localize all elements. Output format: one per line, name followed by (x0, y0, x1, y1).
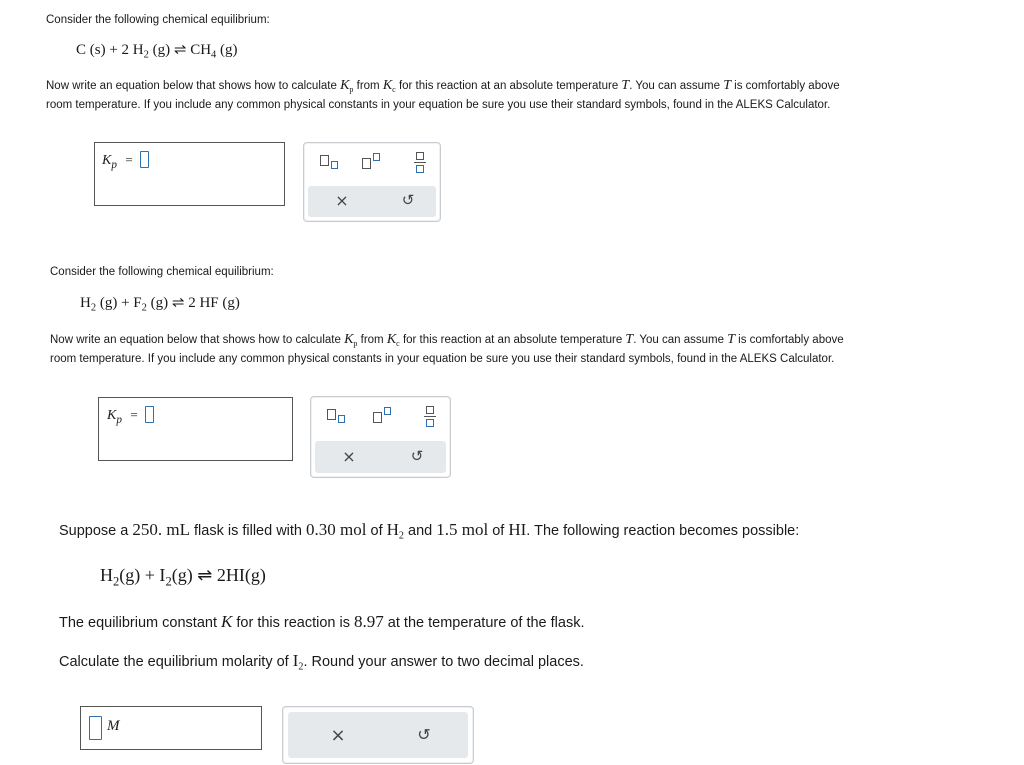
q2-undo-button[interactable]: ↺ (410, 447, 424, 465)
q3-toolbar (282, 706, 474, 764)
q2-intro: Consider the following chemical equilibrium: (50, 266, 274, 278)
fraction-button[interactable] (414, 152, 426, 174)
superscript-button[interactable] (373, 407, 395, 423)
q3-answer-box[interactable] (80, 706, 262, 750)
q1-intro: Consider the following chemical equilibrium: (46, 14, 270, 26)
q3-scenario: Suppose a 250. mL flask is filled with 0.30 mol of $H_2$ and 1.5 mol of HI. The following reaction becomes possible: (59, 520, 800, 542)
q2-answer-box[interactable] (98, 397, 293, 461)
q1-undo-button[interactable]: ↺ (401, 191, 415, 209)
q2-equation: $H_2$ $(g) + F_2$ (g) ⇌ 2 HF (g) (80, 295, 240, 314)
q3-clear-button[interactable]: × (330, 725, 346, 746)
subscript-button[interactable] (327, 409, 349, 425)
q3-unit-label: M (107, 718, 120, 734)
subscript-button[interactable] (320, 155, 342, 171)
superscript-button[interactable] (362, 153, 384, 169)
q1-clear-button[interactable]: × (335, 191, 349, 210)
q1-equation: C (s) + 2 $H_2$ (g) ⇌ $CH_4$ (g) (76, 42, 238, 61)
q3-equilibrium-constant: The equilibrium constant K for this reaction is 8.97 at the temperature of the flask. (59, 612, 585, 631)
q1-answer-expression: $K_p$ = (102, 151, 149, 169)
q2-answer-input[interactable] (145, 406, 154, 423)
q3-equation: $H_2(g) + I_2(g)$ ⇌ 2HI(g) (100, 565, 266, 589)
q1-instructions: Now write an equation below that shows how to calculate $K_p$ from $K_c$ for this reaction at an absolute temperature T. You can assume T is comfortably above room temperature. If you include any common physical constants in your equation be sure you use their standard symbols, found in the ALEKS Calculator. (46, 78, 840, 111)
fraction-button[interactable] (424, 406, 436, 428)
q1-toolbar-actions (308, 186, 436, 217)
q1-answer-box[interactable] (94, 142, 285, 206)
q2-toolbar-actions (315, 441, 446, 473)
q3-calculate-prompt: Calculate the equilibrium molarity of $I_2$. Round your answer to two decimal places. (59, 651, 584, 673)
q2-toolbar (310, 396, 451, 478)
q3-toolbar-actions (288, 712, 468, 758)
q3-answer-input[interactable] (89, 716, 102, 740)
q2-answer-expression: $K_p$ = (107, 406, 154, 424)
q1-answer-input[interactable] (140, 151, 149, 168)
q3-undo-button[interactable]: ↺ (417, 725, 431, 744)
q2-clear-button[interactable]: × (342, 447, 356, 466)
q1-toolbar (303, 142, 441, 222)
q2-instructions: Now write an equation below that shows how to calculate $K_p$ from $K_c$ for this reaction at an absolute temperature T. You can assume T is comfortably above room temperature. If you include any common physical constants in your equation be sure you use their standard symbols, found in the ALEKS Calculator. (50, 332, 844, 365)
